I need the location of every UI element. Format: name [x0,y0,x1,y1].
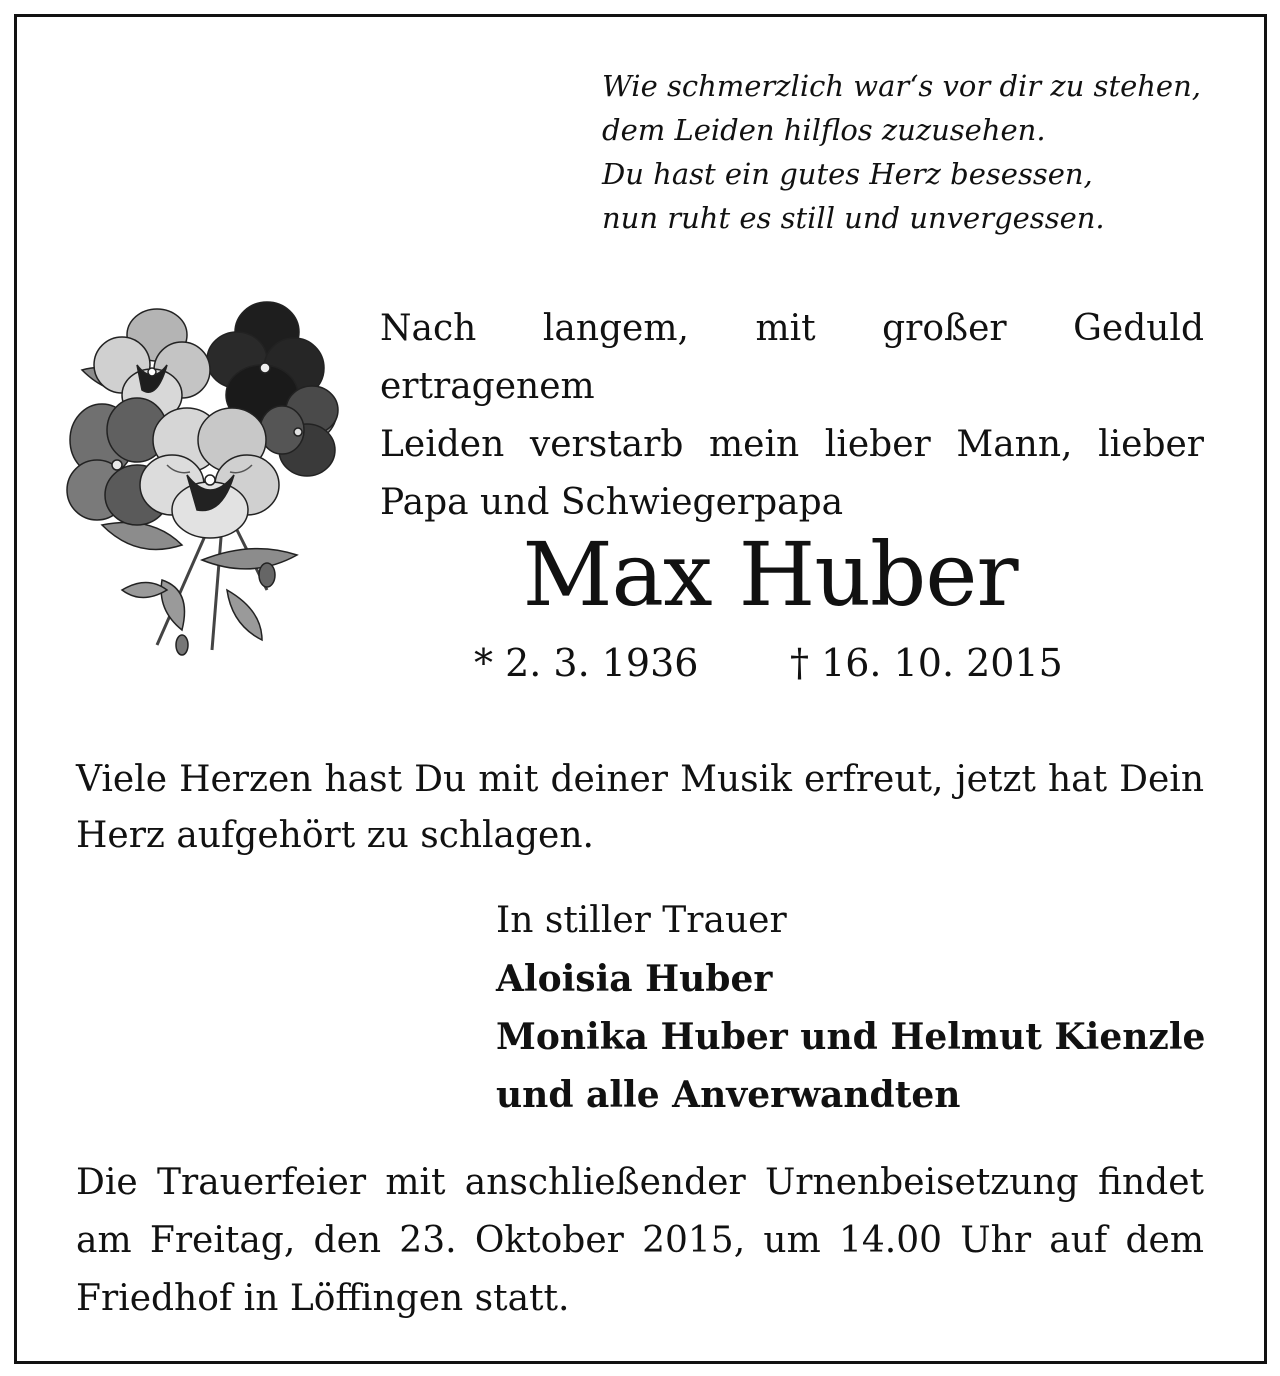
mourning-heading: In stiller Trauer [496,900,787,941]
birth-date: * 2. 3. 1936 [474,641,699,685]
mourners-block [496,892,1216,1124]
death-date: † 16. 10. 2015 [790,641,1063,685]
intro-line: Papa und Schwiegerpapa [380,482,844,523]
message-line: Herz aufgehört zu schlagen. [76,815,594,856]
mourner-name: Monika Huber und Helmut Kienzle [496,1016,1206,1058]
intro-line: Leiden verstarb mein lieber Mann, lieber [380,424,1204,465]
death-announcement-text [380,300,1204,532]
service-line: Friedhof in Löffingen statt. [76,1278,570,1319]
funeral-service-info [76,1154,1204,1328]
memorial-poem [602,64,1242,240]
poem-line: Du hast ein gutes Herz besessen, [602,157,1093,191]
mourner-name: und alle Anverwandten [496,1074,961,1116]
tribute-message [76,752,1204,864]
intro-line: Nach langem, mit großer Geduld ertragenem [380,308,1204,407]
poem-line: dem Leiden hilflos zuzusehen. [602,113,1046,147]
message-line: Viele Herzen hast Du mit deiner Musik erfreut, jetzt hat Dein [76,759,1204,800]
poem-line: Wie schmerzlich war‘s vor dir zu stehen, [602,69,1201,103]
mourner-name: Aloisia Huber [496,958,773,1000]
service-line: am Freitag, den 23. Oktober 2015, um 14.00 Uhr auf dem [76,1220,1204,1261]
poem-line: nun ruht es still und unvergessen. [602,201,1105,235]
pansy-bouquet-icon [62,290,352,660]
deceased-name: Max Huber [522,523,1018,626]
service-line: Die Trauerfeier mit anschließender Urnenbeisetzung findet [76,1162,1204,1203]
